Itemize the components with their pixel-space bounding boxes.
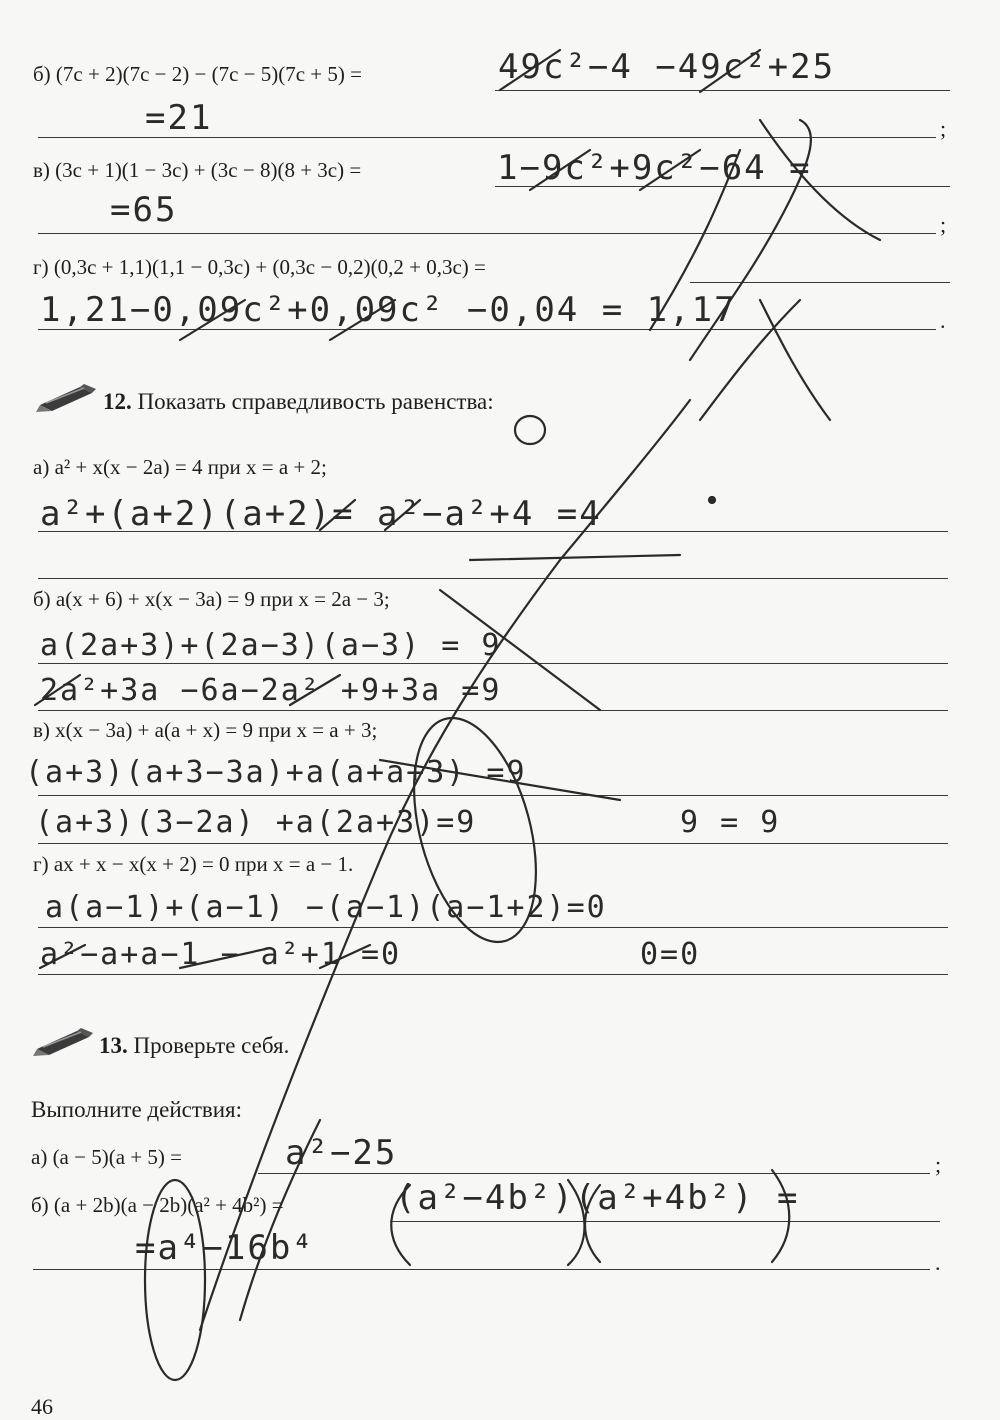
scribble-mark [650,150,740,330]
scribble-mark [760,300,830,420]
ex13-b-end: . [935,1250,941,1275]
ex12-a-task: а) a² + x(x − 2a) = 4 при x = a + 2; [33,455,327,479]
scribble-mark [470,555,680,560]
circle-mark [145,1180,205,1380]
strike-mark [320,945,370,968]
ex12-g-answer-line1: a(a−1)+(a−1) −(a−1)(a−1+2)=0 [45,890,607,925]
ex12-a-answer-line1: a²+(a+2)(a+2)= a²−a²+4 =4 [40,494,602,534]
bracket-mark [568,1180,585,1265]
ex11-v-answer-line1: 1−9c²+9c²−64 = [497,148,812,188]
ex12-v-answer-line3: 9 = 9 [680,805,781,840]
scribble-mark [240,1120,320,1320]
ex13-a-end: ; [935,1152,942,1177]
ex12-v-answer-line2: (a+3)(3−2a) +a(2a+3)=9 [35,805,477,840]
ex11-v-end: ; [940,212,947,237]
scribble-mark [440,590,600,710]
scribble-mark [200,400,690,1330]
strike-mark [330,300,395,340]
ex12-b-answer-line2: 2a²+3a −6a−2a² +9+3a =9 [40,673,502,708]
ex13-b-answer-line2: =a⁴−16b⁴ [135,1228,315,1268]
strike-mark [530,150,590,190]
strike-mark [640,150,700,190]
ex11-b-answer-line1: 49c²−4 −49c²+25 [498,47,836,87]
ex11-v-task: в) (3c + 1)(1 − 3c) + (3c − 8)(8 + 3c) = [33,158,362,182]
ex12-number: 12. [103,389,132,414]
strike-mark [500,50,560,90]
ex11-v-answer-line2: =65 [110,190,178,230]
circle-mark [392,705,558,956]
ex12-g-answer-line3: 0=0 [640,937,701,972]
strike-mark [320,500,355,530]
ex13-title: Проверьте себя. [133,1033,290,1058]
ex11-g-end: . [940,308,946,333]
page-number: 46 [31,1394,53,1419]
ex11-g-answer-line1: 1,21−0,09c²+0,09c² −0,04 = 1,17 [40,290,737,330]
ex11-b-task: б) (7c + 2)(7c − 2) − (7c − 5)(7c + 5) = [33,62,362,86]
ex12-title: Показать справедливость равенства: [137,389,494,414]
bracket-mark [391,1185,410,1265]
bracket-mark [772,1170,789,1262]
strike-mark [35,675,80,705]
ex13-a-answer-line1: a²−25 [285,1133,398,1173]
strike-mark [700,50,760,92]
ex12-b-answer-line1: a(2a+3)+(2a−3)(a−3) = 9 [40,628,502,663]
strike-mark [385,500,420,530]
ex12-v-answer-line1: (a+3)(a+3−3a)+a(a+a+3) =9 [25,755,527,790]
dot-mark [709,497,715,503]
ex12-v-task: в) x(x − 3a) + a(a + x) = 9 при x = a + 3; [33,718,378,742]
ex13-number: 13. [99,1033,128,1058]
ex13-instruction: Выполните действия: [31,1097,243,1122]
ex13-a-task: а) (a − 5)(a + 5) = [31,1145,182,1169]
ex12-b-task: б) a(x + 6) + x(x − 3a) = 9 при x = 2a − 3; [33,587,390,611]
ex12-g-answer-line2: a²−a+a−1 − a²+1 =0 [40,937,402,972]
ex13-b-task: б) (a + 2b)(a − 2b)(a² + 4b²) = [31,1193,284,1217]
ex11-g-task: г) (0,3c + 1,1)(1,1 − 0,3c) + (0,3c − 0,2)(0,2 + 0,3c) = [33,255,486,279]
strike-mark [40,945,85,968]
ex11-b-end: ; [940,116,947,141]
ex11-b-answer-line2: =21 [145,98,213,138]
scribble-mark [700,300,800,420]
ex12-g-task: г) ax + x − x(x + 2) = 0 при x = a − 1. [33,852,354,876]
strike-mark [180,300,245,340]
strike-mark [180,948,270,968]
ex13-b-answer-line1: (a²−4b²)(a²+4b²) = [395,1178,800,1218]
scribble-mark [690,120,811,360]
strike-mark [290,675,340,705]
circle-mark [515,416,545,444]
bracket-mark [585,1185,600,1262]
